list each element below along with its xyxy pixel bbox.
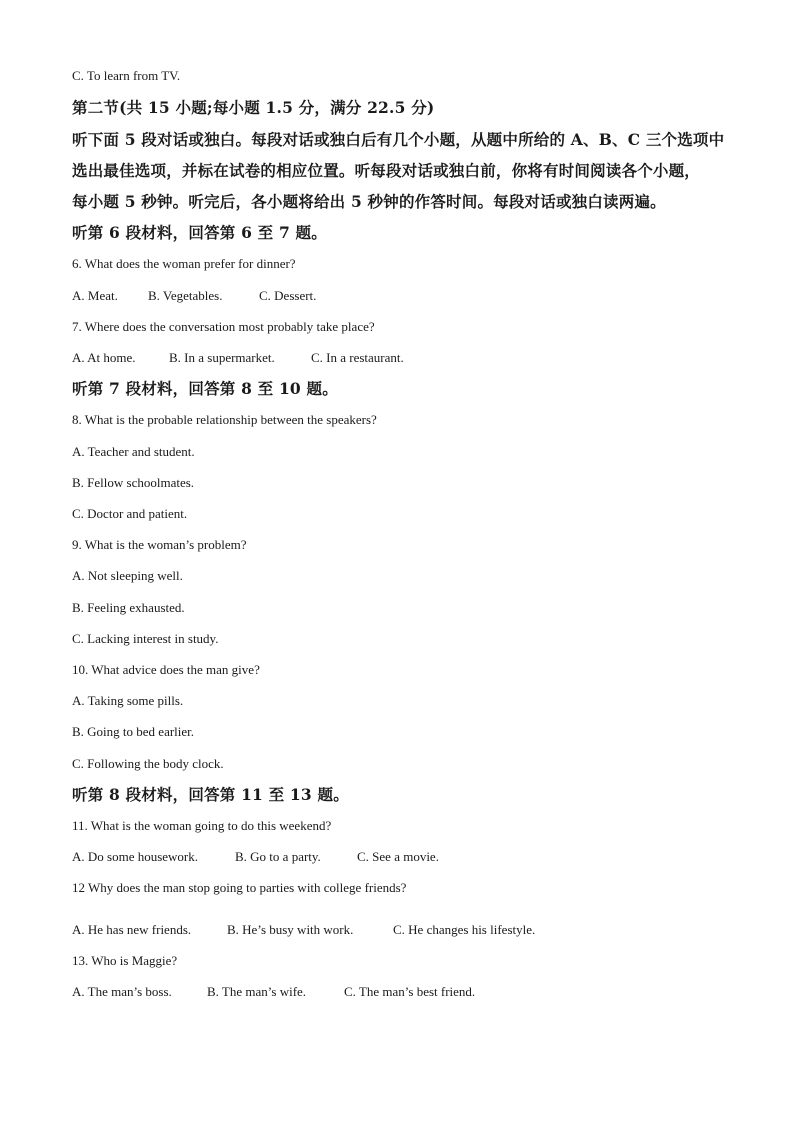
question-8-option-a: A. Teacher and student. [72, 444, 195, 459]
question-5-option-c: C. To learn from TV. [72, 68, 181, 83]
question-13: 13. Who is Maggie? [72, 953, 178, 968]
instruction-line-3: 每小题 5 秒钟。听完后，各小题将给出 5 秒钟的作答时间。每段对话或独白读两遍。 [72, 192, 666, 211]
question-6-options [72, 288, 316, 304]
question-8-option-c: C. Doctor and patient. [72, 506, 188, 521]
option-c: C. In a restaurant. [311, 350, 404, 365]
question-9: 9. What is the woman’s problem? [72, 537, 247, 552]
question-12-options [72, 922, 535, 938]
question-11: 11. What is the woman going to do this weekend? [72, 818, 332, 833]
group-6-heading: 听第 6 段材料，回答第 6 至 7 题。 [72, 223, 327, 242]
question-9-option-b: B. Feeling exhausted. [72, 600, 185, 615]
question-10-option-c: C. Following the body clock. [72, 756, 224, 771]
instruction-line-1: 听下面 5 段对话或独白。每段对话或独白后有几个小题，从题中所给的 A、B、C 三个选项中 [72, 130, 725, 149]
question-10: 10. What advice does the man give? [72, 662, 260, 677]
option-c: C. See a movie. [357, 849, 439, 864]
question-8: 8. What is the probable relationship between the speakers? [72, 412, 377, 427]
option-a: A. Meat. [72, 288, 118, 303]
question-10-option-b: B. Going to bed earlier. [72, 724, 195, 739]
question-12: 12 Why does the man stop going to parties with college friends? [72, 880, 407, 895]
option-a: A. The man’s boss. [72, 984, 172, 999]
option-c: C. The man’s best friend. [344, 984, 476, 999]
instruction-line-2: 选出最佳选项，并标在试卷的相应位置。听每段对话或独白前，你将有时间阅读各个小题， [72, 161, 701, 180]
option-b: B. In a supermarket. [169, 350, 275, 365]
question-8-option-b: B. Fellow schoolmates. [72, 475, 195, 490]
section-2-heading: 第二节(共 15 小题;每小题 1.5 分，满分 22.5 分) [72, 98, 435, 117]
option-b: B. Go to a party. [235, 849, 321, 864]
group-7-heading: 听第 7 段材料，回答第 8 至 10 题。 [72, 379, 338, 398]
group-8-heading: 听第 8 段材料，回答第 11 至 13 题。 [72, 785, 349, 804]
option-a: A. Do some housework. [72, 849, 199, 864]
option-b: B. The man’s wife. [207, 984, 307, 999]
option-c: C. Dessert. [259, 288, 317, 303]
question-13-options [72, 984, 475, 1000]
option-b: B. Vegetables. [148, 288, 223, 303]
option-c: C. He changes his lifestyle. [393, 922, 536, 937]
option-a: A. He has new friends. [72, 922, 192, 937]
question-11-options [72, 849, 439, 865]
question-10-option-a: A. Taking some pills. [72, 693, 184, 708]
question-9-option-c: C. Lacking interest in study. [72, 631, 219, 646]
question-6: 6. What does the woman prefer for dinner? [72, 256, 296, 271]
question-7-options [72, 350, 404, 366]
question-7: 7. Where does the conversation most probably take place? [72, 319, 375, 334]
question-9-option-a: A. Not sleeping well. [72, 568, 183, 583]
option-b: B. He’s busy with work. [227, 922, 354, 937]
option-a: A. At home. [72, 350, 136, 365]
